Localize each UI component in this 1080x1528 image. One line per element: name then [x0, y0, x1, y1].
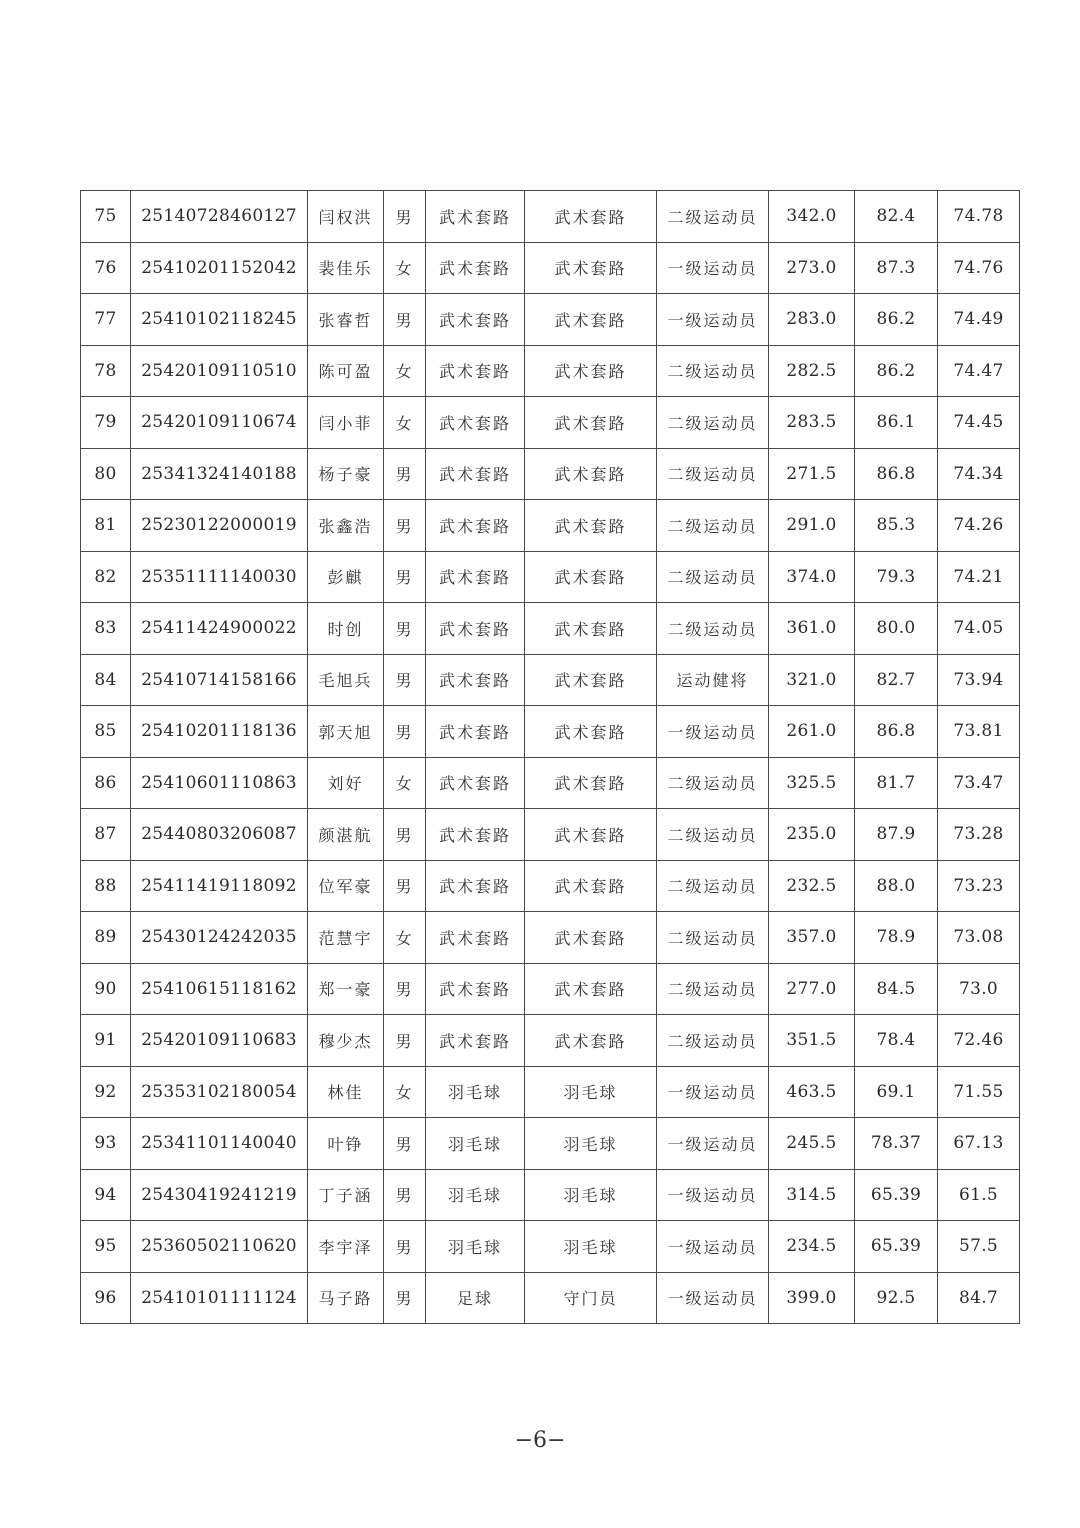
- sport-score-cell: 86.8: [855, 706, 938, 758]
- sport-cell: 武术套路: [426, 500, 525, 552]
- name-cell: 闫小菲: [308, 397, 384, 449]
- table-row: [81, 1066, 1020, 1118]
- sport-cell: 武术套路: [426, 912, 525, 964]
- id-number-cell: 25410601110863: [131, 757, 308, 809]
- gender-cell: 女: [384, 912, 426, 964]
- event-cell: 武术套路: [525, 809, 657, 861]
- gender-cell: 男: [384, 860, 426, 912]
- page-number: −6−: [514, 1428, 566, 1453]
- id-number-cell: 25351111140030: [131, 551, 308, 603]
- sport-cell: 武术套路: [426, 448, 525, 500]
- athlete-level-cell: 一级运动员: [657, 1169, 769, 1221]
- athlete-level-cell: 一级运动员: [657, 242, 769, 294]
- name-cell: 彭麒: [308, 551, 384, 603]
- total-score-cell: 73.0: [938, 963, 1020, 1015]
- gender-cell: 男: [384, 1272, 426, 1324]
- athlete-level-cell: 一级运动员: [657, 294, 769, 346]
- sport-cell: 武术套路: [426, 345, 525, 397]
- id-number-cell: 25430124242035: [131, 912, 308, 964]
- name-cell: 张睿哲: [308, 294, 384, 346]
- id-number-cell: 25410102118245: [131, 294, 308, 346]
- sport-score-cell: 92.5: [855, 1272, 938, 1324]
- culture-score-cell: 232.5: [769, 860, 855, 912]
- culture-score-cell: 291.0: [769, 500, 855, 552]
- id-number-cell: 25411424900022: [131, 603, 308, 655]
- id-number-cell: 25410201118136: [131, 706, 308, 758]
- name-cell: 闫权洪: [308, 191, 384, 243]
- gender-cell: 男: [384, 1118, 426, 1170]
- sport-score-cell: 78.4: [855, 1015, 938, 1067]
- athlete-level-cell: 一级运动员: [657, 1221, 769, 1273]
- id-number-cell: 25420109110674: [131, 397, 308, 449]
- sport-cell: 足球: [426, 1272, 525, 1324]
- id-number-cell: 25410201152042: [131, 242, 308, 294]
- sport-cell: 羽毛球: [426, 1221, 525, 1273]
- event-cell: 武术套路: [525, 963, 657, 1015]
- id-number-cell: 25410714158166: [131, 654, 308, 706]
- gender-cell: 女: [384, 757, 426, 809]
- event-cell: 武术套路: [525, 654, 657, 706]
- id-number-cell: 25341101140040: [131, 1118, 308, 1170]
- name-cell: 刘好: [308, 757, 384, 809]
- event-cell: 武术套路: [525, 603, 657, 655]
- culture-score-cell: 261.0: [769, 706, 855, 758]
- row-index-cell: 78: [81, 345, 131, 397]
- gender-cell: 男: [384, 500, 426, 552]
- sport-cell: 武术套路: [426, 242, 525, 294]
- sport-score-cell: 80.0: [855, 603, 938, 655]
- sport-score-cell: 85.3: [855, 500, 938, 552]
- sport-cell: 武术套路: [426, 809, 525, 861]
- name-cell: 林佳: [308, 1066, 384, 1118]
- sport-score-cell: 65.39: [855, 1221, 938, 1273]
- name-cell: 时创: [308, 603, 384, 655]
- row-index-cell: 84: [81, 654, 131, 706]
- culture-score-cell: 273.0: [769, 242, 855, 294]
- total-score-cell: 74.34: [938, 448, 1020, 500]
- sport-cell: 武术套路: [426, 603, 525, 655]
- table-row: [81, 757, 1020, 809]
- table-row: [81, 706, 1020, 758]
- culture-score-cell: 277.0: [769, 963, 855, 1015]
- name-cell: 郑一豪: [308, 963, 384, 1015]
- table-row: [81, 242, 1020, 294]
- row-index-cell: 92: [81, 1066, 131, 1118]
- sport-cell: 武术套路: [426, 860, 525, 912]
- table-row: [81, 1272, 1020, 1324]
- table-row: [81, 963, 1020, 1015]
- row-index-cell: 96: [81, 1272, 131, 1324]
- gender-cell: 女: [384, 1066, 426, 1118]
- sport-score-cell: 87.9: [855, 809, 938, 861]
- total-score-cell: 74.21: [938, 551, 1020, 603]
- table-row: [81, 1221, 1020, 1273]
- total-score-cell: 73.28: [938, 809, 1020, 861]
- athlete-level-cell: 二级运动员: [657, 397, 769, 449]
- total-score-cell: 74.47: [938, 345, 1020, 397]
- name-cell: 马子路: [308, 1272, 384, 1324]
- total-score-cell: 61.5: [938, 1169, 1020, 1221]
- row-index-cell: 80: [81, 448, 131, 500]
- culture-score-cell: 234.5: [769, 1221, 855, 1273]
- sport-score-cell: 86.8: [855, 448, 938, 500]
- id-number-cell: 25140728460127: [131, 191, 308, 243]
- table-row: [81, 294, 1020, 346]
- row-index-cell: 75: [81, 191, 131, 243]
- id-number-cell: 25420109110510: [131, 345, 308, 397]
- gender-cell: 男: [384, 963, 426, 1015]
- name-cell: 张鑫浩: [308, 500, 384, 552]
- sport-cell: 武术套路: [426, 397, 525, 449]
- name-cell: 丁子涵: [308, 1169, 384, 1221]
- total-score-cell: 71.55: [938, 1066, 1020, 1118]
- sport-score-cell: 86.1: [855, 397, 938, 449]
- results-table: [80, 190, 1020, 1324]
- culture-score-cell: 325.5: [769, 757, 855, 809]
- total-score-cell: 72.46: [938, 1015, 1020, 1067]
- name-cell: 李宇泽: [308, 1221, 384, 1273]
- athlete-level-cell: 二级运动员: [657, 551, 769, 603]
- table-row: [81, 809, 1020, 861]
- table-row: [81, 551, 1020, 603]
- total-score-cell: 73.94: [938, 654, 1020, 706]
- total-score-cell: 73.23: [938, 860, 1020, 912]
- name-cell: 位军豪: [308, 860, 384, 912]
- total-score-cell: 74.45: [938, 397, 1020, 449]
- culture-score-cell: 314.5: [769, 1169, 855, 1221]
- total-score-cell: 74.05: [938, 603, 1020, 655]
- culture-score-cell: 463.5: [769, 1066, 855, 1118]
- row-index-cell: 95: [81, 1221, 131, 1273]
- event-cell: 羽毛球: [525, 1221, 657, 1273]
- total-score-cell: 84.7: [938, 1272, 1020, 1324]
- id-number-cell: 25420109110683: [131, 1015, 308, 1067]
- event-cell: 武术套路: [525, 757, 657, 809]
- gender-cell: 男: [384, 1169, 426, 1221]
- row-index-cell: 82: [81, 551, 131, 603]
- athlete-level-cell: 二级运动员: [657, 1015, 769, 1067]
- gender-cell: 男: [384, 551, 426, 603]
- name-cell: 范慧宇: [308, 912, 384, 964]
- event-cell: 羽毛球: [525, 1169, 657, 1221]
- id-number-cell: 25430419241219: [131, 1169, 308, 1221]
- table-row: [81, 397, 1020, 449]
- sport-cell: 武术套路: [426, 963, 525, 1015]
- athlete-level-cell: 一级运动员: [657, 1272, 769, 1324]
- total-score-cell: 73.47: [938, 757, 1020, 809]
- row-index-cell: 85: [81, 706, 131, 758]
- total-score-cell: 74.76: [938, 242, 1020, 294]
- table-row: [81, 1118, 1020, 1170]
- gender-cell: 男: [384, 448, 426, 500]
- sport-cell: 羽毛球: [426, 1066, 525, 1118]
- name-cell: 郭天旭: [308, 706, 384, 758]
- event-cell: 武术套路: [525, 191, 657, 243]
- sport-score-cell: 79.3: [855, 551, 938, 603]
- sport-score-cell: 88.0: [855, 860, 938, 912]
- name-cell: 杨子豪: [308, 448, 384, 500]
- event-cell: 守门员: [525, 1272, 657, 1324]
- table-row: [81, 860, 1020, 912]
- name-cell: 陈可盈: [308, 345, 384, 397]
- gender-cell: 男: [384, 654, 426, 706]
- athlete-level-cell: 二级运动员: [657, 757, 769, 809]
- row-index-cell: 93: [81, 1118, 131, 1170]
- athlete-level-cell: 二级运动员: [657, 448, 769, 500]
- athlete-level-cell: 运动健将: [657, 654, 769, 706]
- culture-score-cell: 374.0: [769, 551, 855, 603]
- culture-score-cell: 271.5: [769, 448, 855, 500]
- gender-cell: 男: [384, 1221, 426, 1273]
- table-row: [81, 654, 1020, 706]
- culture-score-cell: 282.5: [769, 345, 855, 397]
- event-cell: 武术套路: [525, 345, 657, 397]
- event-cell: 武术套路: [525, 706, 657, 758]
- sport-score-cell: 87.3: [855, 242, 938, 294]
- event-cell: 羽毛球: [525, 1066, 657, 1118]
- gender-cell: 女: [384, 345, 426, 397]
- sport-score-cell: 86.2: [855, 345, 938, 397]
- sport-score-cell: 78.9: [855, 912, 938, 964]
- total-score-cell: 74.78: [938, 191, 1020, 243]
- table-row: [81, 500, 1020, 552]
- sport-cell: 羽毛球: [426, 1118, 525, 1170]
- event-cell: 羽毛球: [525, 1118, 657, 1170]
- athlete-level-cell: 二级运动员: [657, 860, 769, 912]
- gender-cell: 男: [384, 1015, 426, 1067]
- id-number-cell: 25230122000019: [131, 500, 308, 552]
- event-cell: 武术套路: [525, 912, 657, 964]
- total-score-cell: 73.08: [938, 912, 1020, 964]
- athlete-level-cell: 二级运动员: [657, 345, 769, 397]
- athlete-level-cell: 二级运动员: [657, 963, 769, 1015]
- sport-score-cell: 78.37: [855, 1118, 938, 1170]
- gender-cell: 男: [384, 294, 426, 346]
- gender-cell: 男: [384, 191, 426, 243]
- id-number-cell: 25411419118092: [131, 860, 308, 912]
- athlete-level-cell: 二级运动员: [657, 500, 769, 552]
- row-index-cell: 79: [81, 397, 131, 449]
- id-number-cell: 25341324140188: [131, 448, 308, 500]
- culture-score-cell: 361.0: [769, 603, 855, 655]
- sport-cell: 武术套路: [426, 294, 525, 346]
- table-row: [81, 191, 1020, 243]
- row-index-cell: 88: [81, 860, 131, 912]
- event-cell: 武术套路: [525, 551, 657, 603]
- id-number-cell: 25440803206087: [131, 809, 308, 861]
- total-score-cell: 57.5: [938, 1221, 1020, 1273]
- athlete-level-cell: 二级运动员: [657, 191, 769, 243]
- total-score-cell: 73.81: [938, 706, 1020, 758]
- event-cell: 武术套路: [525, 448, 657, 500]
- sport-score-cell: 81.7: [855, 757, 938, 809]
- table-row: [81, 1169, 1020, 1221]
- culture-score-cell: 351.5: [769, 1015, 855, 1067]
- sport-score-cell: 69.1: [855, 1066, 938, 1118]
- gender-cell: 男: [384, 603, 426, 655]
- sport-score-cell: 84.5: [855, 963, 938, 1015]
- row-index-cell: 76: [81, 242, 131, 294]
- sport-score-cell: 82.7: [855, 654, 938, 706]
- row-index-cell: 94: [81, 1169, 131, 1221]
- row-index-cell: 89: [81, 912, 131, 964]
- total-score-cell: 74.49: [938, 294, 1020, 346]
- culture-score-cell: 283.5: [769, 397, 855, 449]
- sport-cell: 羽毛球: [426, 1169, 525, 1221]
- athlete-level-cell: 二级运动员: [657, 912, 769, 964]
- sport-score-cell: 82.4: [855, 191, 938, 243]
- table-body: [81, 191, 1020, 1324]
- sport-cell: 武术套路: [426, 1015, 525, 1067]
- culture-score-cell: 283.0: [769, 294, 855, 346]
- id-number-cell: 25410101111124: [131, 1272, 308, 1324]
- row-index-cell: 83: [81, 603, 131, 655]
- row-index-cell: 81: [81, 500, 131, 552]
- culture-score-cell: 399.0: [769, 1272, 855, 1324]
- culture-score-cell: 357.0: [769, 912, 855, 964]
- id-number-cell: 25360502110620: [131, 1221, 308, 1273]
- name-cell: 裴佳乐: [308, 242, 384, 294]
- sport-cell: 武术套路: [426, 757, 525, 809]
- table-row: [81, 1015, 1020, 1067]
- athlete-level-cell: 一级运动员: [657, 1066, 769, 1118]
- sport-cell: 武术套路: [426, 551, 525, 603]
- culture-score-cell: 321.0: [769, 654, 855, 706]
- id-number-cell: 25410615118162: [131, 963, 308, 1015]
- event-cell: 武术套路: [525, 294, 657, 346]
- total-score-cell: 67.13: [938, 1118, 1020, 1170]
- gender-cell: 女: [384, 397, 426, 449]
- event-cell: 武术套路: [525, 397, 657, 449]
- culture-score-cell: 342.0: [769, 191, 855, 243]
- culture-score-cell: 235.0: [769, 809, 855, 861]
- event-cell: 武术套路: [525, 500, 657, 552]
- sport-cell: 武术套路: [426, 706, 525, 758]
- sport-score-cell: 86.2: [855, 294, 938, 346]
- row-index-cell: 87: [81, 809, 131, 861]
- name-cell: 毛旭兵: [308, 654, 384, 706]
- row-index-cell: 90: [81, 963, 131, 1015]
- name-cell: 颜湛航: [308, 809, 384, 861]
- athlete-level-cell: 一级运动员: [657, 706, 769, 758]
- row-index-cell: 77: [81, 294, 131, 346]
- table-row: [81, 345, 1020, 397]
- name-cell: 叶铮: [308, 1118, 384, 1170]
- id-number-cell: 25353102180054: [131, 1066, 308, 1118]
- event-cell: 武术套路: [525, 860, 657, 912]
- athlete-level-cell: 一级运动员: [657, 1118, 769, 1170]
- sport-score-cell: 65.39: [855, 1169, 938, 1221]
- event-cell: 武术套路: [525, 242, 657, 294]
- row-index-cell: 86: [81, 757, 131, 809]
- gender-cell: 男: [384, 706, 426, 758]
- athlete-level-cell: 二级运动员: [657, 603, 769, 655]
- gender-cell: 女: [384, 242, 426, 294]
- athlete-level-cell: 二级运动员: [657, 809, 769, 861]
- total-score-cell: 74.26: [938, 500, 1020, 552]
- name-cell: 穆少杰: [308, 1015, 384, 1067]
- culture-score-cell: 245.5: [769, 1118, 855, 1170]
- table-row: [81, 448, 1020, 500]
- table-row: [81, 912, 1020, 964]
- event-cell: 武术套路: [525, 1015, 657, 1067]
- sport-cell: 武术套路: [426, 191, 525, 243]
- table-row: [81, 603, 1020, 655]
- gender-cell: 男: [384, 809, 426, 861]
- row-index-cell: 91: [81, 1015, 131, 1067]
- sport-cell: 武术套路: [426, 654, 525, 706]
